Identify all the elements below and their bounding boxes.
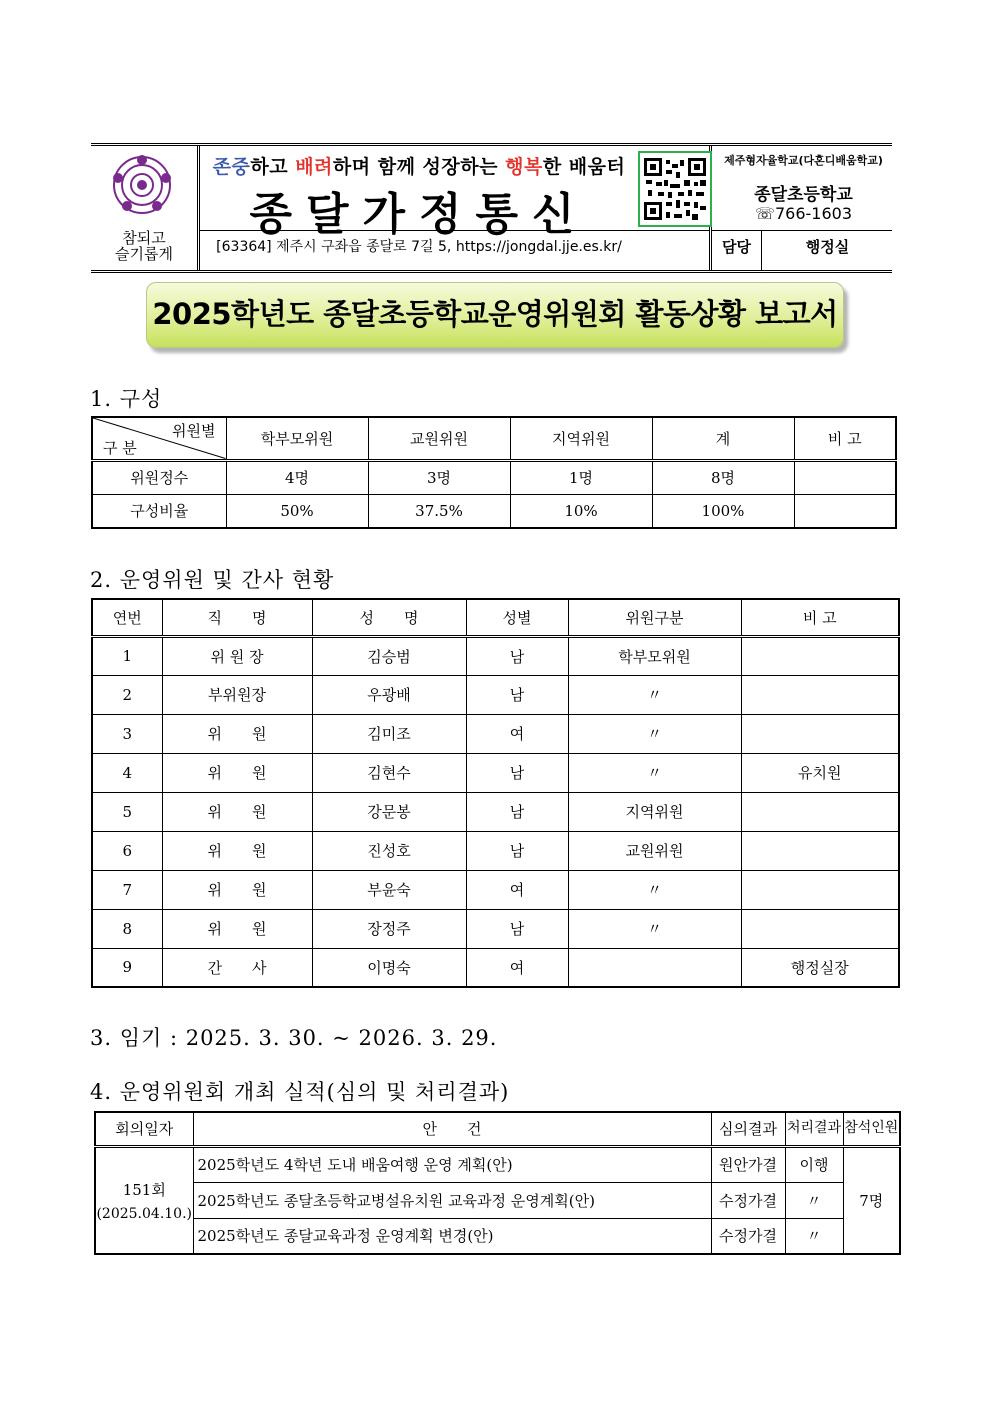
attendance: 7명 <box>843 1146 900 1254</box>
row-number: 2 <box>92 675 162 714</box>
member-note: 행정실장 <box>741 948 899 987</box>
member-position: 부위원장 <box>162 675 312 714</box>
row-number: 4 <box>92 753 162 792</box>
school-phone: ☏766-1603 <box>754 204 853 223</box>
table-row <box>92 636 899 675</box>
member-position: 위 원 <box>162 714 312 753</box>
member-name: 김승범 <box>312 636 466 675</box>
member-position: 간 사 <box>162 948 312 987</box>
member-category: 교원위원 <box>568 831 741 870</box>
slogan: 존중하고 배려하며 함께 성장하는 행복한 배움터 <box>212 156 626 178</box>
member-gender: 남 <box>466 636 568 675</box>
diagonal-header-cell <box>92 417 226 460</box>
diag-top-label: 위원별 <box>172 422 216 440</box>
col-header: 위원구분 <box>568 599 741 636</box>
member-note <box>741 831 899 870</box>
section-2-heading: 2. 운영위원 및 간사 현황 <box>90 568 335 592</box>
member-gender: 여 <box>466 714 568 753</box>
section-1-heading: 1. 구성 <box>90 387 163 411</box>
motto-line1: 참되고 <box>122 229 166 247</box>
member-position: 위 원 장 <box>162 636 312 675</box>
review-result: 수정가결 <box>711 1182 785 1218</box>
col-header: 처리결과 <box>785 1112 843 1146</box>
composition-table <box>91 416 897 529</box>
motto-line2: 슬기롭게 <box>115 245 173 263</box>
row-number: 8 <box>92 909 162 948</box>
col-header: 성별 <box>466 599 568 636</box>
members-table <box>91 598 900 988</box>
col-header: 회의일자 <box>95 1112 193 1146</box>
table-row <box>92 675 899 714</box>
school-name: 종달초등학교 <box>754 185 853 205</box>
table-row <box>92 494 896 528</box>
table-cell: 100% <box>652 494 794 528</box>
row-label: 위원정수 <box>92 460 226 494</box>
table-cell: 4명 <box>226 460 368 494</box>
row-number: 3 <box>92 714 162 753</box>
row-number: 9 <box>92 948 162 987</box>
table-cell: 10% <box>510 494 652 528</box>
table-row <box>92 753 899 792</box>
member-category: 〃 <box>568 714 741 753</box>
review-result: 수정가결 <box>711 1218 785 1254</box>
agenda-item: 2025학년도 4학년 도내 배움여행 운영 계획(안) <box>193 1146 711 1182</box>
school-emblem-icon <box>111 154 173 216</box>
member-category: 〃 <box>568 909 741 948</box>
member-position: 위 원 <box>162 792 312 831</box>
table-row <box>92 948 899 987</box>
table-row <box>92 831 899 870</box>
table-cell: 3명 <box>368 460 510 494</box>
member-category: 〃 <box>568 870 741 909</box>
member-name: 장정주 <box>312 909 466 948</box>
meeting-session: 151회 <box>122 1180 166 1199</box>
table-row <box>95 1182 900 1218</box>
member-note: 유치원 <box>741 753 899 792</box>
member-category: 지역위원 <box>568 792 741 831</box>
school-address: [63364] 제주시 구좌읍 종달로 7길 5, https://jongdal.jje.es.kr/ <box>216 239 622 255</box>
row-number: 1 <box>92 636 162 675</box>
member-name: 강문봉 <box>312 792 466 831</box>
meeting-date: (2025.04.10.) <box>96 1205 193 1222</box>
process-result: 이행 <box>785 1146 843 1182</box>
table-cell: 37.5% <box>368 494 510 528</box>
member-gender: 남 <box>466 909 568 948</box>
member-name: 김현수 <box>312 753 466 792</box>
col-header: 참석인원 <box>843 1112 900 1146</box>
member-category: 〃 <box>568 675 741 714</box>
section-3-heading: 3. 임기 : 2025. 3. 30. ~ 2026. 3. 29. <box>90 1026 498 1050</box>
member-note <box>741 909 899 948</box>
table-row <box>92 870 899 909</box>
member-gender: 남 <box>466 792 568 831</box>
col-header: 심의결과 <box>711 1112 785 1146</box>
row-label: 구성비율 <box>92 494 226 528</box>
col-header: 비 고 <box>794 417 896 460</box>
report-title: 2025학년도 종달초등학교운영위원회 활동상황 보고서 <box>146 282 844 348</box>
newsletter-title: 종달가정통신 <box>249 189 589 240</box>
col-header: 직 명 <box>162 599 312 636</box>
col-header: 비 고 <box>741 599 899 636</box>
member-name: 부윤숙 <box>312 870 466 909</box>
member-gender: 남 <box>466 831 568 870</box>
member-gender: 여 <box>466 948 568 987</box>
diag-bottom-label: 구 분 <box>103 438 137 457</box>
table-row <box>92 792 899 831</box>
member-note <box>741 636 899 675</box>
member-gender: 남 <box>466 675 568 714</box>
member-category: 학부모위원 <box>568 636 741 675</box>
process-result: 〃 <box>785 1218 843 1254</box>
review-result: 원안가결 <box>711 1146 785 1182</box>
table-row <box>95 1146 900 1182</box>
section-4-heading: 4. 운영위원회 개최 실적(심의 및 처리결과) <box>90 1080 510 1104</box>
row-number: 7 <box>92 870 162 909</box>
charge-value: 행정실 <box>805 238 850 256</box>
member-position: 위 원 <box>162 870 312 909</box>
member-name: 우광배 <box>312 675 466 714</box>
col-header: 학부모위원 <box>226 417 368 460</box>
col-header: 지역위원 <box>510 417 652 460</box>
member-note <box>741 792 899 831</box>
member-position: 위 원 <box>162 753 312 792</box>
table-row <box>92 909 899 948</box>
col-header: 성 명 <box>312 599 466 636</box>
member-gender: 여 <box>466 870 568 909</box>
table-cell <box>794 460 896 494</box>
meetings-table <box>94 1111 901 1255</box>
member-note <box>741 870 899 909</box>
table-row <box>95 1218 900 1254</box>
col-header: 교원위원 <box>368 417 510 460</box>
col-header: 연번 <box>92 599 162 636</box>
table-cell: 8명 <box>652 460 794 494</box>
member-position: 위 원 <box>162 909 312 948</box>
charge-label: 담당 <box>722 238 751 256</box>
agenda-item: 2025학년도 종달초등학교병설유치원 교육과정 운영계획(안) <box>193 1182 711 1218</box>
col-header: 안 건 <box>193 1112 711 1146</box>
qr-code-icon[interactable] <box>638 151 712 227</box>
table-cell: 1명 <box>510 460 652 494</box>
member-name: 김미조 <box>312 714 466 753</box>
table-row <box>92 460 896 494</box>
member-category <box>568 948 741 987</box>
member-note <box>741 714 899 753</box>
member-name: 진성호 <box>312 831 466 870</box>
member-gender: 남 <box>466 753 568 792</box>
row-number: 6 <box>92 831 162 870</box>
member-category: 〃 <box>568 753 741 792</box>
school-type: 제주형자율학교(다혼디배움학교) <box>724 154 883 167</box>
table-cell <box>794 494 896 528</box>
member-name: 이명숙 <box>312 948 466 987</box>
member-note <box>741 675 899 714</box>
meeting-date-cell <box>95 1146 193 1254</box>
process-result: 〃 <box>785 1182 843 1218</box>
table-row <box>92 714 899 753</box>
member-position: 위 원 <box>162 831 312 870</box>
col-header: 계 <box>652 417 794 460</box>
agenda-item: 2025학년도 종달교육과정 운영계획 변경(안) <box>193 1218 711 1254</box>
table-cell: 50% <box>226 494 368 528</box>
row-number: 5 <box>92 792 162 831</box>
newsletter-header <box>91 143 892 273</box>
